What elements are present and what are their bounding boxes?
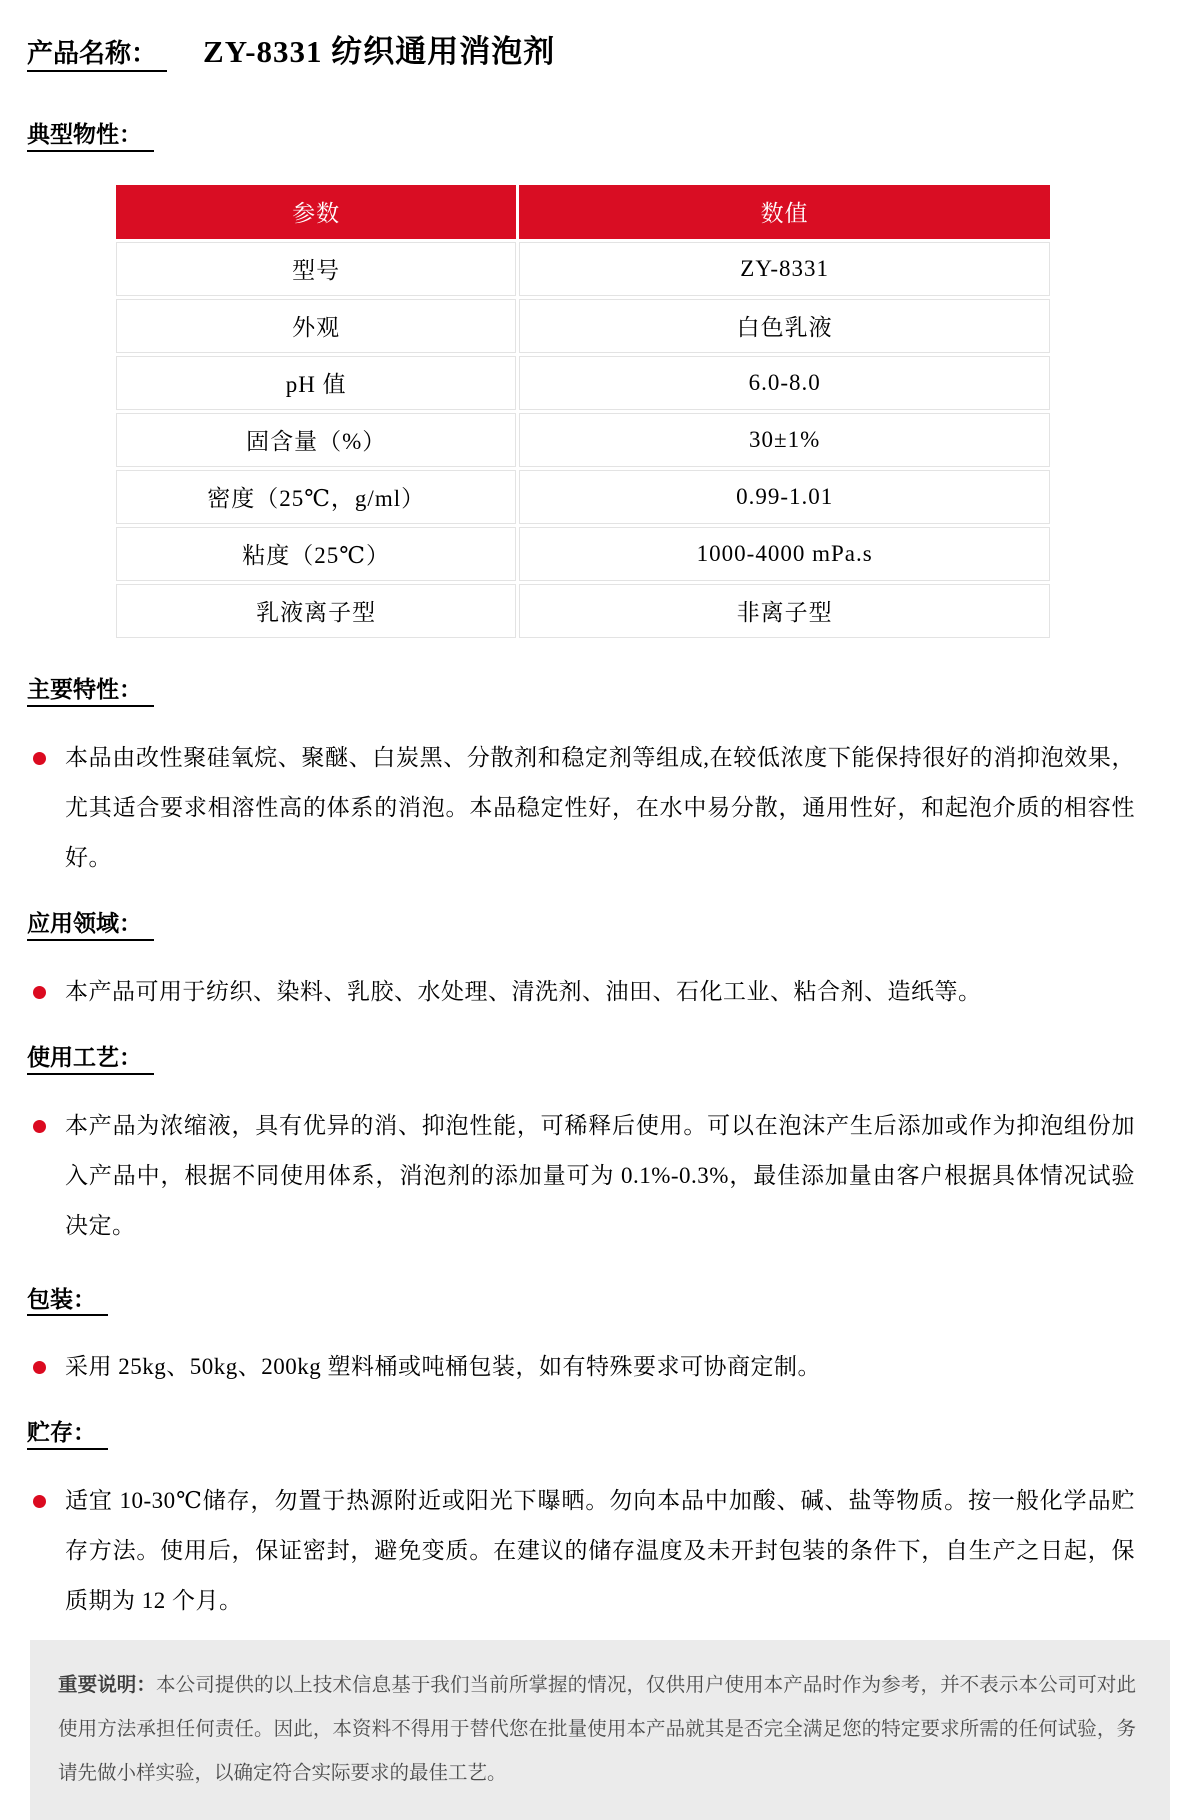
section-heading-application: 应用领域： [27,909,154,941]
application-text: 本产品可用于纺织、染料、乳胶、水处理、清洗剂、油田、石化工业、粘合剂、造纸等。 [65,978,982,1004]
value-header-cell: 数值 [519,185,1050,239]
param-cell: 粘度（25℃） [116,527,516,581]
notice-text: 本公司提供的以上技术信息基于我们当前所掌握的情况，仅供用户使用本产品时作为参考，并不表示本公司可对此使用方法承担任何责任。因此，本资料不得用于替代您在批量使用本产品就其是否完全满足您的特定要求所需的任何试验，务请先做小样实验，以确定符合实际要求的最佳工艺。 [58,1675,1136,1785]
application-bullet-item [33,967,1170,1017]
value-cell: 1000-4000 mPa.s [519,527,1050,581]
features-text: 本品由改性聚硅氧烷、聚醚、白炭黑、分散剂和稳定剂等组成,在较低浓度下能保持很好的消抑泡效果，尤其适合要求相溶性高的体系的消泡。本品稳定性好，在水中易分散，通用性好，和起泡介质的相容性好。 [65,744,1135,870]
table-row [116,413,1050,467]
table-row [116,242,1050,296]
storage-text: 适宜 10-30℃储存，勿置于热源附近或阳光下曝晒。勿向本品中加酸、碱、盐等物质。按一般化学品贮存方法。使用后，保证密封，避免变质。在建议的储存温度及未开封包装的条件下，自生产之日起，保质期为 12 个月。 [65,1488,1135,1614]
bullet-icon [33,986,46,999]
param-cell: pH 值 [116,356,516,410]
title-row [27,26,1170,72]
usage-bullet-item [33,1101,1170,1251]
section-heading-usage: 使用工艺： [27,1043,154,1075]
packaging-bullet-item [33,1342,1170,1392]
value-cell: ZY-8331 [519,242,1050,296]
product-name-label: 产品名称： [27,33,167,72]
notice-label: 重要说明： [58,1675,157,1697]
bullet-icon [33,752,46,765]
usage-text: 本产品为浓缩液，具有优异的消、抑泡性能，可稀释后使用。可以在泡沫产生后添加或作为抑泡组份加入产品中，根据不同使用体系，消泡剂的添加量可为 0.1%-0.3%，最佳添加量由客户根据具体情况试验决定。 [65,1112,1135,1238]
page-title: ZY-8331 纺织通用消泡剂 [203,34,556,69]
section-heading-typical-properties: 典型物性： [27,120,154,152]
product-datasheet-page [0,26,1200,1785]
table-row [116,584,1050,638]
section-heading-packaging: 包装： [27,1285,108,1317]
packaging-text: 采用 25kg、50kg、200kg 塑料桶或吨桶包装，如有特殊要求可协商定制。 [65,1354,821,1380]
param-cell: 固含量（%） [116,413,516,467]
param-cell: 密度（25℃，g/ml） [116,470,516,524]
section-heading-main-features: 主要特性： [27,675,154,707]
param-cell: 乳液离子型 [116,584,516,638]
table-row [116,527,1050,581]
bullet-icon [33,1361,46,1374]
section-heading-storage: 贮存： [27,1418,108,1450]
value-cell: 白色乳液 [519,299,1050,353]
storage-bullet-item [33,1476,1170,1626]
bullet-icon [33,1495,46,1508]
features-bullet-item [33,733,1170,883]
table-row [116,299,1050,353]
value-cell: 非离子型 [519,584,1050,638]
table-header-row [116,185,1050,239]
param-cell: 型号 [116,242,516,296]
properties-table [113,182,1053,641]
param-header-cell: 参数 [116,185,516,239]
table-row [116,470,1050,524]
table-row [116,356,1050,410]
important-notice-box [30,1640,1170,1820]
value-cell: 6.0-8.0 [519,356,1050,410]
bullet-icon [33,1120,46,1133]
param-cell: 外观 [116,299,516,353]
value-cell: 30±1% [519,413,1050,467]
value-cell: 0.99-1.01 [519,470,1050,524]
